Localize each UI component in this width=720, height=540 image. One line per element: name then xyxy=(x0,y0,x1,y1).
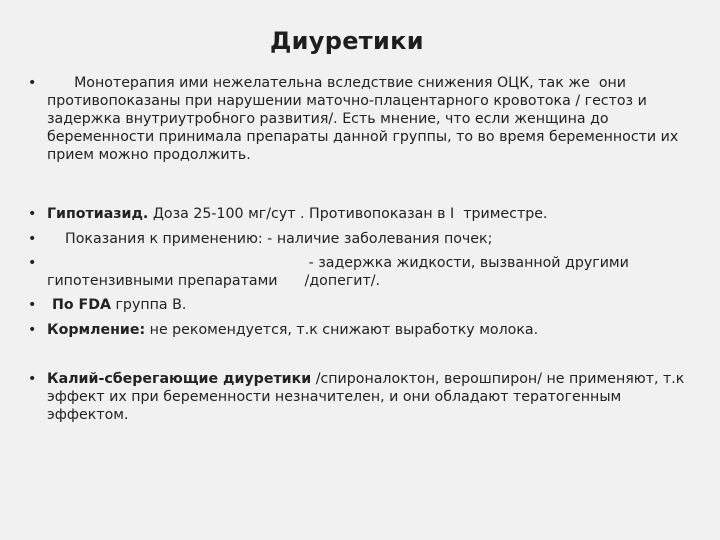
item-bold-label: Калий-сберегающие диуретики xyxy=(47,371,312,387)
item-bold-label: Гипотиазид. xyxy=(47,206,149,222)
item-bold-label: Кормление: xyxy=(47,322,146,338)
list-item xyxy=(28,74,700,164)
item-text: не рекомендуется, т.к снижают выработку молока. xyxy=(145,322,539,338)
slide-title: Диуретики xyxy=(270,27,424,55)
bullet-icon: • xyxy=(28,297,37,313)
bullet-icon: • xyxy=(28,322,37,338)
item-text: /спироналоктон, верошпирон/ не применяют, т.к эффект их при беременности незначителен, и они обладают тератогенным эффектом. xyxy=(47,371,689,423)
list-item xyxy=(28,321,700,339)
bullet-icon: • xyxy=(28,371,37,387)
item-text: Показания к применению: - наличие заболевания почек; xyxy=(47,231,493,247)
bullet-icon: • xyxy=(28,206,37,222)
item-text: группа В. xyxy=(110,297,187,313)
list-item xyxy=(28,370,700,424)
item-text: Монотерапия ими нежелательна вследствие снижения ОЦК, так же они противопоказаны при нарушении маточно-плацентарного кровотока / гестоз и задержка внутриутробного развития/. Есть мнение, что если женщина до беременности принимала препараты данной группы, то во время беременности их прием можно продолжить. xyxy=(47,75,683,163)
list-item xyxy=(28,296,700,314)
item-bold-label: По FDA xyxy=(47,297,111,313)
list-item xyxy=(28,205,700,223)
item-text: - задержка жидкости, вызванной другими гипотензивными препаратами /допегит/. xyxy=(47,255,634,289)
list-item xyxy=(28,254,700,290)
bullet-icon: • xyxy=(28,231,37,247)
bullet-icon: • xyxy=(28,255,37,271)
bullet-icon: • xyxy=(28,75,37,91)
item-text: Доза 25-100 мг/сут . Противопоказан в I триместре. xyxy=(148,206,548,222)
list-item xyxy=(28,230,700,248)
